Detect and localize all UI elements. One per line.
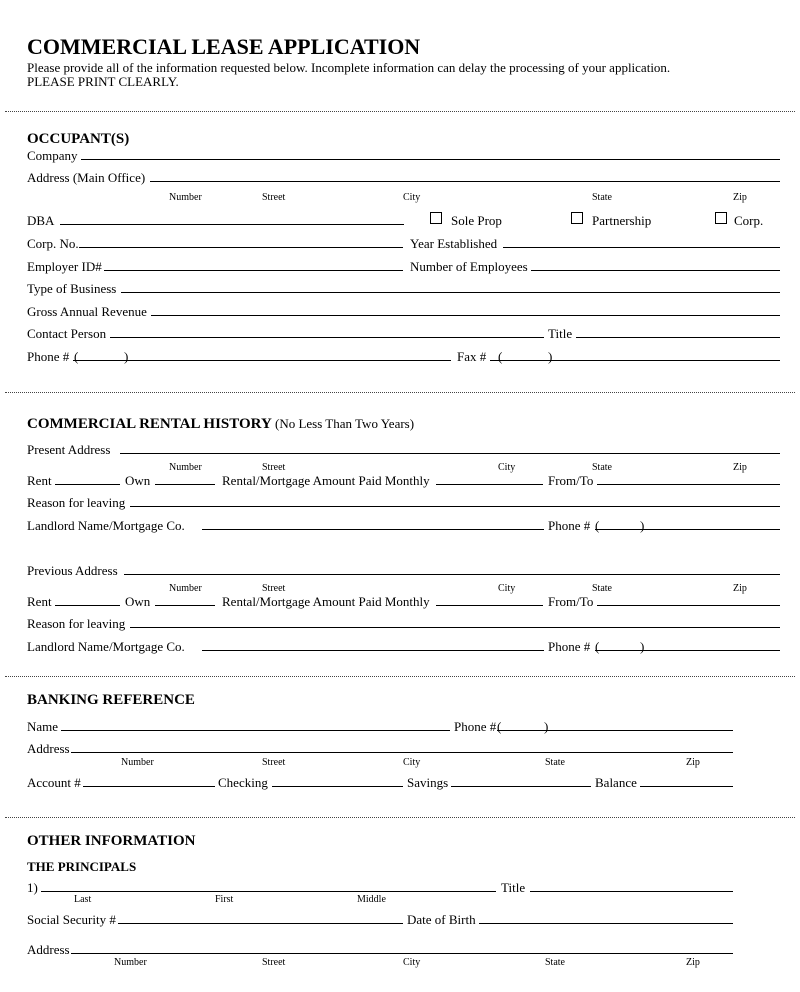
corp-no-label: Corp. No. [27,236,79,251]
prev-landlord-field[interactable] [202,650,544,651]
landlord-field[interactable] [202,529,544,530]
prev-from-to-field[interactable] [597,605,780,606]
account-field[interactable] [83,786,215,787]
own-label: Own [125,473,151,488]
principal-address-label: Address [27,942,70,957]
instructions-line-2: PLEASE PRINT CLEARLY. [27,74,179,89]
contact-person-label: Contact Person [27,326,107,341]
phone-field[interactable] [73,360,451,361]
present-address-field[interactable] [120,453,780,454]
rental-amount-field[interactable] [436,484,543,485]
addr-zip-hint: Zip [686,957,700,968]
rental-history-heading: COMMERCIAL RENTAL HISTORY (No Less Than Two Years) [27,416,415,432]
addr-state-hint: State [545,757,565,768]
bank-phone-paren-close: ) [544,719,549,734]
previous-address-field[interactable] [124,574,780,575]
addr-city-hint: City [498,462,516,473]
addr-number-hint: Number [114,957,147,968]
bank-phone-label: Phone # [454,719,497,734]
addr-number-hint: Number [121,757,154,768]
prev-reason-leaving-field[interactable] [130,627,780,628]
addr-zip-hint: Zip [733,583,747,594]
checking-field[interactable] [272,786,403,787]
type-business-label: Type of Business [27,281,117,296]
addr-state-hint: State [545,957,565,968]
fax-field[interactable] [490,360,780,361]
balance-field[interactable] [640,786,733,787]
phone-label: Phone # [27,349,70,364]
rent-field[interactable] [55,484,120,485]
landlord-phone-paren-open: ( [595,518,600,533]
fax-paren-open: ( [498,349,503,364]
addr-number-hint: Number [169,192,202,203]
fax-label: Fax # [457,349,487,364]
bank-address-field[interactable] [71,752,733,753]
partnership-checkbox[interactable] [571,212,583,224]
prev-rental-amount-field[interactable] [436,605,543,606]
bank-name-field[interactable] [61,730,450,731]
num-employees-label: Number of Employees [410,259,528,274]
prev-landlord-phone-paren-close: ) [640,639,645,654]
other-info-heading: OTHER INFORMATION [27,833,196,849]
corp-label: Corp. [734,213,764,228]
checking-label: Checking [218,775,268,790]
gross-revenue-field[interactable] [151,315,780,316]
account-label: Account # [27,775,81,790]
partnership-label: Partnership [592,213,652,228]
title-label: Title [548,326,573,341]
rent-label: Rent [27,473,52,488]
bank-address-label: Address [27,741,70,756]
instructions-line-1: Please provide all of the information requested below. Incomplete information can delay the processing of your application. [27,60,671,75]
employer-id-field[interactable] [104,270,403,271]
gross-revenue-label: Gross Annual Revenue [27,304,147,319]
prev-landlord-phone-paren-open: ( [595,639,600,654]
landlord-phone-paren-close: ) [640,518,645,533]
bank-name-label: Name [27,719,59,734]
addr-zip-hint: Zip [733,192,747,203]
previous-address-label: Previous Address [27,563,118,578]
prev-landlord-label: Landlord Name/Mortgage Co. [27,639,185,654]
principal-title-label: Title [501,880,526,895]
savings-label: Savings [407,775,449,790]
principal-title-field[interactable] [530,891,733,892]
rental-amount-label: Rental/Mortgage Amount Paid Monthly [222,473,430,488]
prev-own-field[interactable] [155,605,215,606]
section-divider [5,817,795,818]
phone-paren-close: ) [124,349,129,364]
addr-state-hint: State [592,192,612,203]
address-main-field[interactable] [150,181,780,182]
from-to-label: From/To [548,473,594,488]
num-employees-field[interactable] [531,270,780,271]
addr-state-hint: State [592,462,612,473]
own-field[interactable] [155,484,215,485]
company-label: Company [27,148,78,163]
middle-name-hint: Middle [357,894,386,905]
contact-person-field[interactable] [110,337,544,338]
addr-state-hint: State [592,583,612,594]
present-address-label: Present Address [27,442,111,457]
principal-number: 1) [27,880,38,895]
reason-leaving-field[interactable] [130,506,780,507]
addr-street-hint: Street [262,192,286,203]
occupants-heading: OCCUPANT(S) [27,131,130,147]
prev-rent-field[interactable] [55,605,120,606]
addr-zip-hint: Zip [733,462,747,473]
addr-city-hint: City [403,757,421,768]
sole-prop-checkbox[interactable] [430,212,442,224]
prev-landlord-phone-label: Phone # [548,639,591,654]
page-title: COMMERCIAL LEASE APPLICATION [27,34,421,59]
reason-leaving-label: Reason for leaving [27,495,126,510]
addr-street-hint: Street [262,957,286,968]
corp-no-field[interactable] [79,247,403,248]
prev-own-label: Own [125,594,151,609]
fax-paren-close: ) [548,349,553,364]
dba-label: DBA [27,213,55,228]
employer-id-label: Employer ID# [27,259,102,274]
balance-label: Balance [595,775,637,790]
addr-number-hint: Number [169,462,202,473]
principal-address-field[interactable] [71,953,733,954]
addr-number-hint: Number [169,583,202,594]
addr-street-hint: Street [262,757,286,768]
dba-field[interactable] [60,224,404,225]
landlord-label: Landlord Name/Mortgage Co. [27,518,185,533]
ssn-field[interactable] [118,923,403,924]
addr-city-hint: City [498,583,516,594]
dob-label: Date of Birth [407,912,476,927]
addr-street-hint: Street [262,583,286,594]
section-divider [5,392,795,393]
savings-field[interactable] [451,786,591,787]
prev-rental-amount-label: Rental/Mortgage Amount Paid Monthly [222,594,430,609]
from-to-field[interactable] [597,484,780,485]
prev-landlord-phone-field[interactable] [595,650,780,651]
first-name-hint: First [215,894,234,905]
company-field[interactable] [81,159,780,160]
addr-zip-hint: Zip [686,757,700,768]
principal-name-field[interactable] [41,891,496,892]
last-name-hint: Last [74,894,92,905]
section-divider [5,111,795,112]
sole-prop-label: Sole Prop [451,213,502,228]
year-established-label: Year Established [410,236,498,251]
rental-history-note: (No Less Than Two Years) [274,416,415,431]
year-established-field[interactable] [503,247,780,248]
principals-subheading: THE PRINCIPALS [27,859,137,874]
prev-reason-leaving-label: Reason for leaving [27,616,126,631]
corp-checkbox[interactable] [715,212,727,224]
prev-rent-label: Rent [27,594,52,609]
prev-from-to-label: From/To [548,594,594,609]
landlord-phone-label: Phone # [548,518,591,533]
ssn-label: Social Security # [27,912,116,927]
landlord-phone-field[interactable] [595,529,780,530]
section-divider [5,676,795,677]
bank-phone-paren-open: ( [497,719,502,734]
title-field[interactable] [576,337,780,338]
addr-street-hint: Street [262,462,286,473]
addr-city-hint: City [403,192,421,203]
banking-heading: BANKING REFERENCE [27,692,195,708]
addr-city-hint: City [403,957,421,968]
type-business-field[interactable] [121,292,780,293]
address-main-label: Address (Main Office) [27,170,146,185]
bank-phone-field[interactable] [497,730,733,731]
phone-paren-open: ( [74,349,79,364]
dob-field[interactable] [479,923,733,924]
